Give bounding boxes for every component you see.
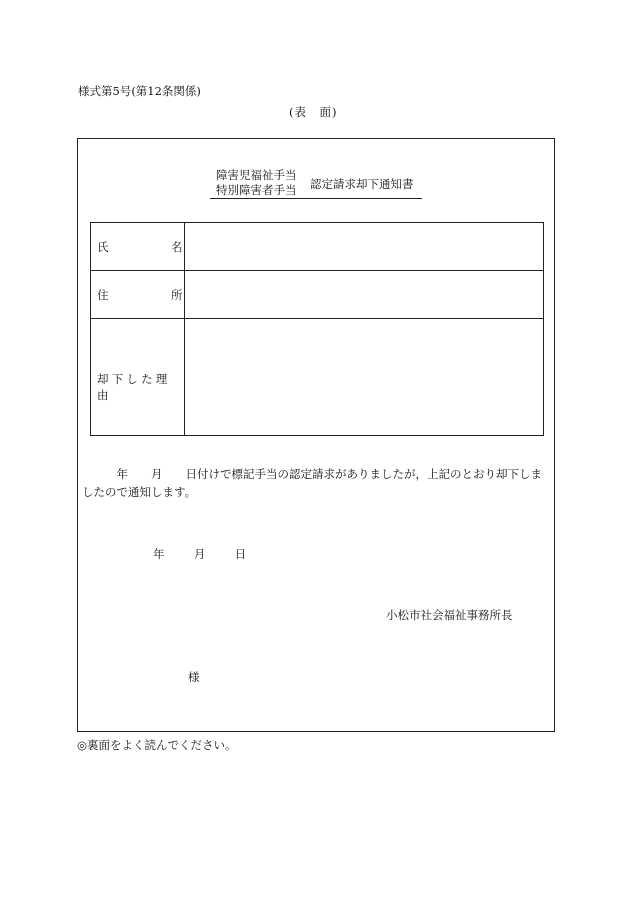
reason-row: [91, 319, 543, 435]
name-label-cell: [91, 223, 185, 270]
notice-line-1: 年 月 日付けで標記手当の認定請求がありましたが，上記のとおり却下しま: [82, 467, 542, 481]
date-line: [153, 546, 246, 562]
document-title: [210, 168, 422, 199]
notice-line-2: したので通知します。: [82, 485, 197, 499]
allowance-name-1: 障害児福祉手当: [216, 168, 297, 182]
form-number: 様式第5号(第12条関係): [78, 84, 201, 98]
address-row: [91, 271, 543, 319]
allowance-name-2: 特別障害者手当: [216, 183, 297, 197]
name-row: [91, 223, 543, 271]
address-label-cell: [91, 271, 185, 318]
date-year: 年: [153, 547, 165, 561]
allowance-names: [216, 168, 297, 198]
reason-label-cell: [91, 319, 185, 435]
address-label-char-2: 所: [171, 288, 183, 302]
info-table: [90, 222, 544, 436]
issuing-office: 小松市社会福祉事務所長: [386, 608, 513, 622]
date-month: 月: [193, 547, 206, 561]
footnote: ◎裏面をよく読んでください。: [77, 738, 237, 752]
date-day: 日: [234, 547, 247, 561]
recipient-honorific: 様: [188, 670, 200, 684]
notice-body: [82, 465, 552, 501]
name-label-char-1: 氏: [97, 240, 109, 254]
side-label: (表 面): [289, 105, 338, 119]
address-label-char-1: 住: [97, 288, 109, 302]
title-suffix: 認定請求却下通知書: [310, 177, 414, 191]
reason-label: 却下した理由: [97, 372, 171, 402]
name-label-char-2: 名: [171, 240, 183, 254]
